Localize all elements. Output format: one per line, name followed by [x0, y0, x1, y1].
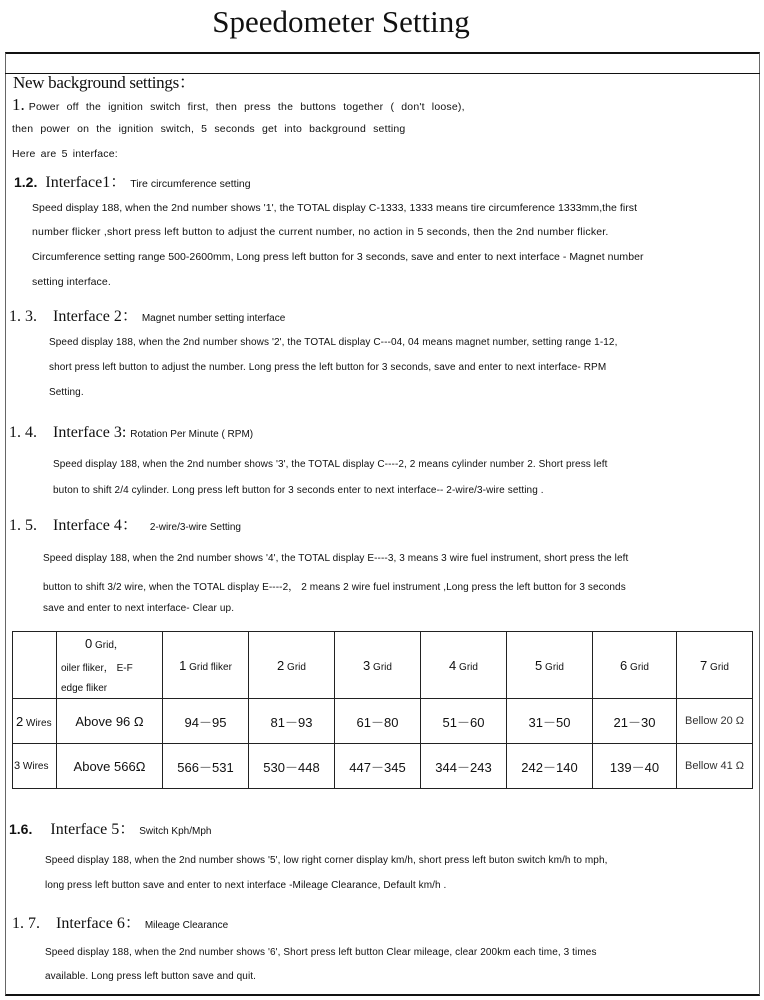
- section-text-line: button to shift 3/2 wire, when the TOTAL display E----2， 2 means 2 wire fuel instrument ,Long press the left button for 3 seconds: [43, 582, 626, 593]
- table-corner-cell: [13, 632, 57, 699]
- section-heading: [12, 910, 228, 933]
- section-title: Interface 6：: [56, 915, 141, 932]
- table-header-cell: [57, 632, 163, 699]
- table-header-cell: [507, 632, 593, 699]
- grid-label: Grid: [459, 661, 478, 673]
- grid-label: Grid: [373, 661, 392, 673]
- section-text-line: Speed display 188, when the 2nd number shows '3', the TOTAL display C----2, 2 means cylinder number 2. Short press left: [53, 459, 608, 470]
- section-subtitle: Tire circumference setting: [130, 178, 251, 190]
- section-heading: [14, 169, 251, 192]
- section-text-line: Speed display 188, when the 2nd number shows '5', low right corner display km/h, short press left buton switch km/h to mph,: [45, 855, 608, 866]
- grid-label: edge fliker: [61, 683, 108, 694]
- table-header-cell: [677, 632, 753, 699]
- grid-label: oiler fliker， E-F: [61, 663, 133, 674]
- table-cell: 31－50: [507, 699, 593, 744]
- row-label-cell: [13, 744, 57, 789]
- table-cell: 51－60: [421, 699, 507, 744]
- section-heading: [9, 512, 241, 535]
- section-text-line: setting interface.: [32, 276, 111, 288]
- section-subtitle: Mileage Clearance: [144, 920, 229, 931]
- grid-label: Grid: [287, 661, 306, 673]
- table-header-cell: [249, 632, 335, 699]
- grid-number: 5: [535, 657, 543, 673]
- grid-label: Grid: [710, 661, 729, 673]
- background-settings-heading: New background settings：: [13, 73, 196, 92]
- section-number: 1.6.: [9, 821, 33, 837]
- section-subtitle: Rotation Per Minute ( RPM): [130, 429, 254, 440]
- section-text-line: available. Long press left button save and quit.: [45, 971, 257, 982]
- table-cell: 344－243: [421, 744, 507, 789]
- section-heading: [9, 303, 285, 326]
- table-header-cell: [421, 632, 507, 699]
- grid-number: 4: [449, 657, 457, 673]
- grid-number: 1: [179, 657, 187, 673]
- section-title: Interface1：: [45, 174, 127, 191]
- table-cell: 21－30: [593, 699, 677, 744]
- section-subtitle: 2-wire/3-wire Setting: [149, 522, 241, 533]
- row-label-cell: [13, 699, 57, 744]
- section-text-line: save and enter to next interface- Clear up.: [43, 603, 235, 614]
- wire-count: 3: [14, 760, 21, 772]
- section-text-line: long press left button save and enter to next interface -Mileage Clearance, Default km/h .: [45, 880, 447, 891]
- intro-line: Power off the ignition switch first, then press the buttons together ( don't loose),: [28, 101, 465, 113]
- wire-label: Wires: [22, 761, 49, 772]
- section-title: Interface 3:: [53, 424, 127, 441]
- section-text-line: buton to shift 2/4 cylinder. Long press left button for 3 seconds enter to next interface-- 2-wire/3-wire setting .: [53, 485, 544, 496]
- grid-number: 7: [700, 657, 708, 673]
- section-title: Interface 5：: [50, 821, 136, 838]
- table-cell: Above 96 Ω: [57, 699, 163, 744]
- table-header-cell: [593, 632, 677, 699]
- grid-number: 0: [85, 636, 93, 651]
- section-title: Interface 4：: [53, 517, 138, 534]
- grid-label: Grid: [545, 661, 564, 673]
- fuel-grid-table: [12, 631, 753, 789]
- table-cell: 530－448: [249, 744, 335, 789]
- grid-number: 3: [363, 657, 371, 673]
- section-text-line: Speed display 188, when the 2nd number shows '1', the TOTAL display C-1333, 1333 means tire circumference 1333mm,the first: [32, 202, 638, 214]
- grid-label: Grid fliker: [189, 661, 232, 673]
- section-text-line: Speed display 188, when the 2nd number shows '2', the TOTAL display C---04, 04 means magnet number, setting range 1-12,: [49, 337, 618, 348]
- grid-label: Grid: [630, 661, 649, 673]
- grid-number: 2: [277, 657, 285, 673]
- section-title: Interface 2：: [53, 308, 138, 325]
- section-text-line: Speed display 188, when the 2nd number shows '6', Short press left button Clear mileage, clear 200km each time, 3 times: [45, 947, 597, 958]
- table-cell: Bellow 20 Ω: [677, 699, 753, 744]
- intro-step: [12, 95, 465, 115]
- section-subtitle: Switch Kph/Mph: [139, 826, 212, 837]
- section-heading: [9, 816, 211, 839]
- section-number: 1.2.: [14, 174, 38, 190]
- table-cell: Bellow 41 Ω: [677, 744, 753, 789]
- section-subtitle: Magnet number setting interface: [141, 313, 286, 324]
- page-title: Speedometer Setting: [212, 4, 470, 39]
- section-number: 1. 5.: [9, 517, 37, 534]
- table-header-row: [13, 632, 753, 699]
- table-cell: 81－93: [249, 699, 335, 744]
- table-cell: 566－531: [163, 744, 249, 789]
- table-cell: 94－95: [163, 699, 249, 744]
- intro-line: Here are 5 interface:: [12, 148, 118, 160]
- table-cell: 139－40: [593, 744, 677, 789]
- section-text-line: short press left button to adjust the number. Long press the left button for 3 seconds, save and enter to next interface- RPM: [49, 362, 607, 373]
- section-heading: [9, 424, 253, 442]
- section-number: 1. 7.: [12, 915, 40, 932]
- table-header-cell: [163, 632, 249, 699]
- table-cell: 242－140: [507, 744, 593, 789]
- table-cell: 61－80: [335, 699, 421, 744]
- intro-number: 1.: [12, 95, 25, 114]
- table-row: [13, 744, 753, 789]
- grid-label: Grid，: [95, 640, 124, 651]
- wire-label: Wires: [26, 717, 52, 729]
- intro-line: then power on the ignition switch, 5 seconds get into background setting: [12, 123, 406, 135]
- section-text-line: number flicker ,short press left button to adjust the current number, no action in 5 seconds, then the 2nd number flicker.: [32, 226, 609, 238]
- wire-count: 2: [16, 713, 24, 729]
- table-header-cell: [335, 632, 421, 699]
- table-cell: 447－345: [335, 744, 421, 789]
- table-row: [13, 699, 753, 744]
- section-number: 1. 4.: [9, 424, 37, 441]
- section-text-line: Circumference setting range 500-2600mm, Long press left button for 3 seconds, save and enter to next interface - Magnet number: [32, 251, 644, 263]
- table-cell: Above 566Ω: [57, 744, 163, 789]
- section-number: 1. 3.: [9, 308, 37, 325]
- grid-number: 6: [620, 657, 628, 673]
- section-text-line: Setting.: [49, 387, 84, 398]
- section-text-line: Speed display 188, when the 2nd number shows '4', the TOTAL display E----3, 3 means 3 wire fuel instrument, short press the left: [43, 553, 629, 564]
